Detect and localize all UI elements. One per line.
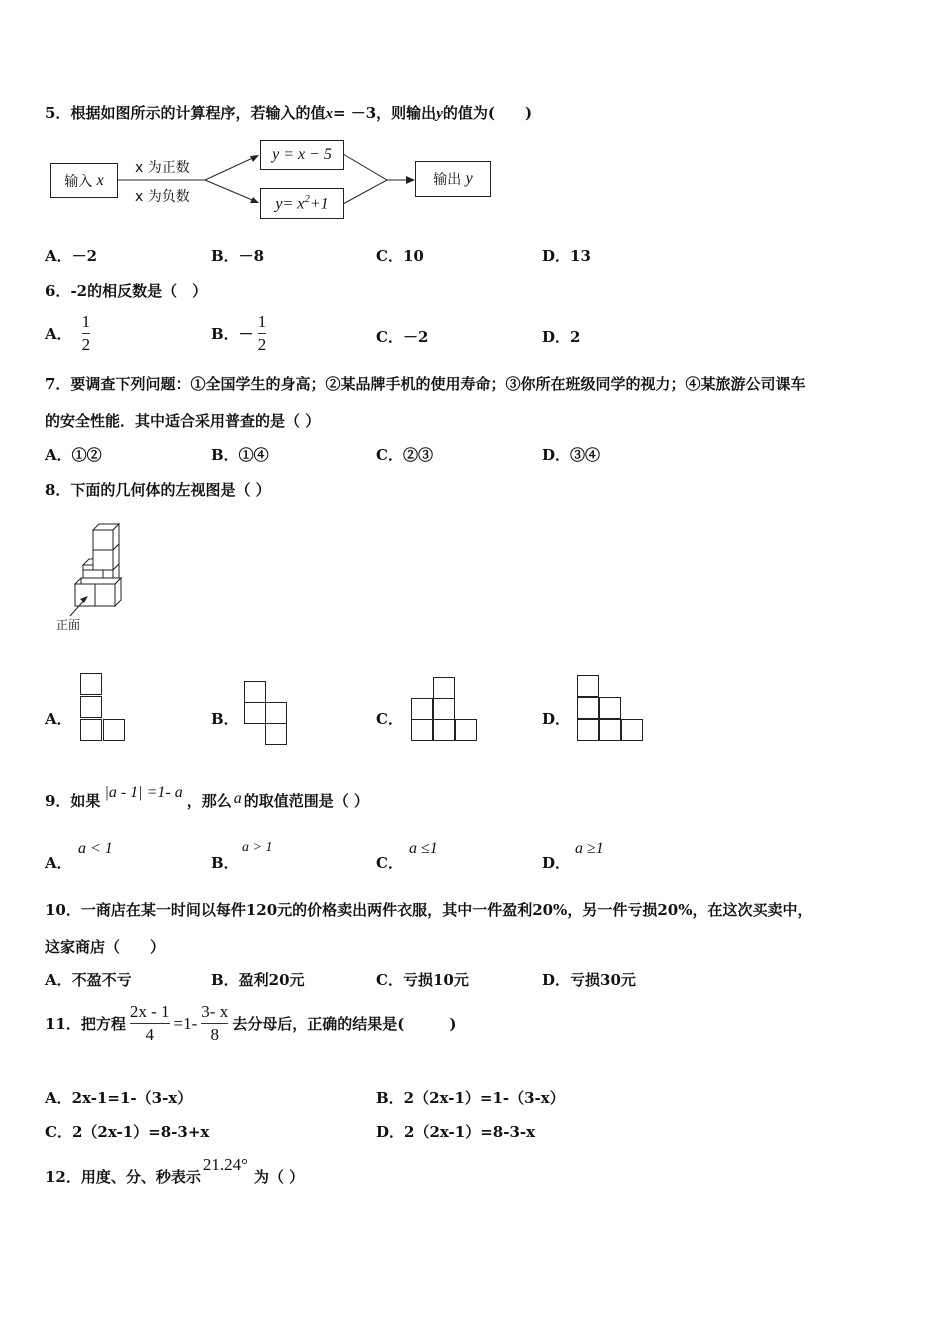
q8-stem: 8．下面的几何体的左视图是（ ） — [45, 481, 271, 499]
q5-option-d[interactable]: D．13 — [542, 247, 591, 265]
q5-stem: 5．根据如图所示的计算程序，若输入的值x= －3，则输出y的值为( ) — [45, 104, 533, 122]
q9-option-b-expr[interactable]: a > 1 — [242, 840, 273, 855]
q10-option-c[interactable]: C．亏损10元 — [376, 971, 469, 989]
q9-option-a-expr[interactable]: a < 1 — [78, 840, 113, 857]
q7-option-a[interactable]: A．①② — [45, 446, 102, 464]
q9-expression: |a - 1| =1- a — [104, 783, 183, 801]
q8-solid-figure — [50, 520, 140, 635]
q8-option-a-label[interactable]: A． — [45, 710, 72, 728]
q5-option-c[interactable]: C．10 — [376, 247, 424, 265]
q10-option-d[interactable]: D．亏损30元 — [542, 971, 636, 989]
q10-stem-line1: 10．一商店在某一时间以每件120元的价格卖出两件衣服，其中一件盈利20%，另一件亏损20%，在这次买卖中， — [45, 901, 813, 919]
q10-option-a[interactable]: A．不盈不亏 — [45, 971, 132, 989]
q8-option-c-label[interactable]: C． — [376, 710, 403, 728]
q9-option-d-expr[interactable]: a ≥1 — [575, 840, 604, 857]
flow-input-box: 输入 x — [50, 163, 118, 198]
q12-angle-value: 21.24° — [202, 1154, 248, 1174]
q6-option-a[interactable]: A． $\frac{1}{2}$ — [45, 312, 91, 354]
q11-option-d[interactable]: D．2（2x-1）=8-3-x — [376, 1123, 536, 1141]
q7-option-b[interactable]: B．①④ — [211, 446, 269, 464]
q11-option-b[interactable]: B．2（2x-1）=1-（3-x） — [376, 1089, 565, 1107]
q11-option-c[interactable]: C．2（2x-1）=8-3+x — [45, 1123, 210, 1141]
formula-positive-box: y = x − 5 — [260, 140, 344, 170]
q5-flowchart — [45, 138, 505, 228]
q5-option-b[interactable]: B．－8 — [211, 247, 265, 265]
q7-option-d[interactable]: D．③④ — [542, 446, 601, 464]
q6-option-d[interactable]: D．2 — [542, 328, 581, 346]
q10-stem-line2: 这家商店（ ） — [45, 938, 166, 956]
q7-stem-line1: 7．要调查下列问题：①全国学生的身高；②某品牌手机的使用寿命；③你所在班级同学的视力；④某旅游公司课车 — [45, 375, 806, 393]
q9-option-c-expr[interactable]: a ≤1 — [409, 840, 438, 857]
q11-stem: 11．把方程 $\frac{2x - 1}{4}$ =1- $\frac{3- x}{8}$ 去分母后，正确的结果是( ) — [45, 1002, 457, 1044]
q7-stem-line2: 的安全性能．其中适合采用普查的是（ ） — [45, 412, 321, 430]
branch-negative-label: x 为负数 — [135, 189, 190, 205]
q6-stem: 6．-2的相反数是（ ） — [45, 282, 208, 300]
branch-positive-label: x 为正数 — [135, 160, 190, 176]
q8-option-b-label[interactable]: B． — [211, 710, 239, 728]
q11-fraction-left: $\frac{2x - 1}{4}$ — [129, 1002, 170, 1044]
front-label: 正面 — [56, 618, 81, 632]
q9-option-c-label[interactable]: C． — [376, 854, 403, 872]
formula-negative-box: $y= x^2+1$ — [260, 188, 344, 219]
q11-option-a[interactable]: A．2x-1=1-（3-x） — [45, 1089, 193, 1107]
q9-option-d-label[interactable]: D． — [542, 854, 571, 872]
flow-output-box: 输出 y — [415, 161, 491, 197]
q10-option-b[interactable]: B．盈利20元 — [211, 971, 305, 989]
q6-option-b[interactable]: B．－ $\frac{1}{2}$ — [211, 312, 267, 354]
q9-stem: 9．如果 |a - 1| =1- a ，那么 a 的取值范围是（ ） — [45, 783, 369, 810]
q9-option-a-label[interactable]: A． — [45, 854, 72, 872]
q12-stem: 12．用度、分、秒表示 21.24° 为（ ） — [45, 1154, 305, 1186]
q5-option-a[interactable]: A．－2 — [45, 247, 98, 265]
q8-option-d-label[interactable]: D． — [542, 710, 571, 728]
q6-option-c[interactable]: C．－2 — [376, 328, 429, 346]
q7-option-c[interactable]: C．②③ — [376, 446, 433, 464]
q11-fraction-right: $\frac{3- x}{8}$ — [201, 1002, 229, 1044]
q9-option-b-label[interactable]: B． — [211, 854, 239, 872]
